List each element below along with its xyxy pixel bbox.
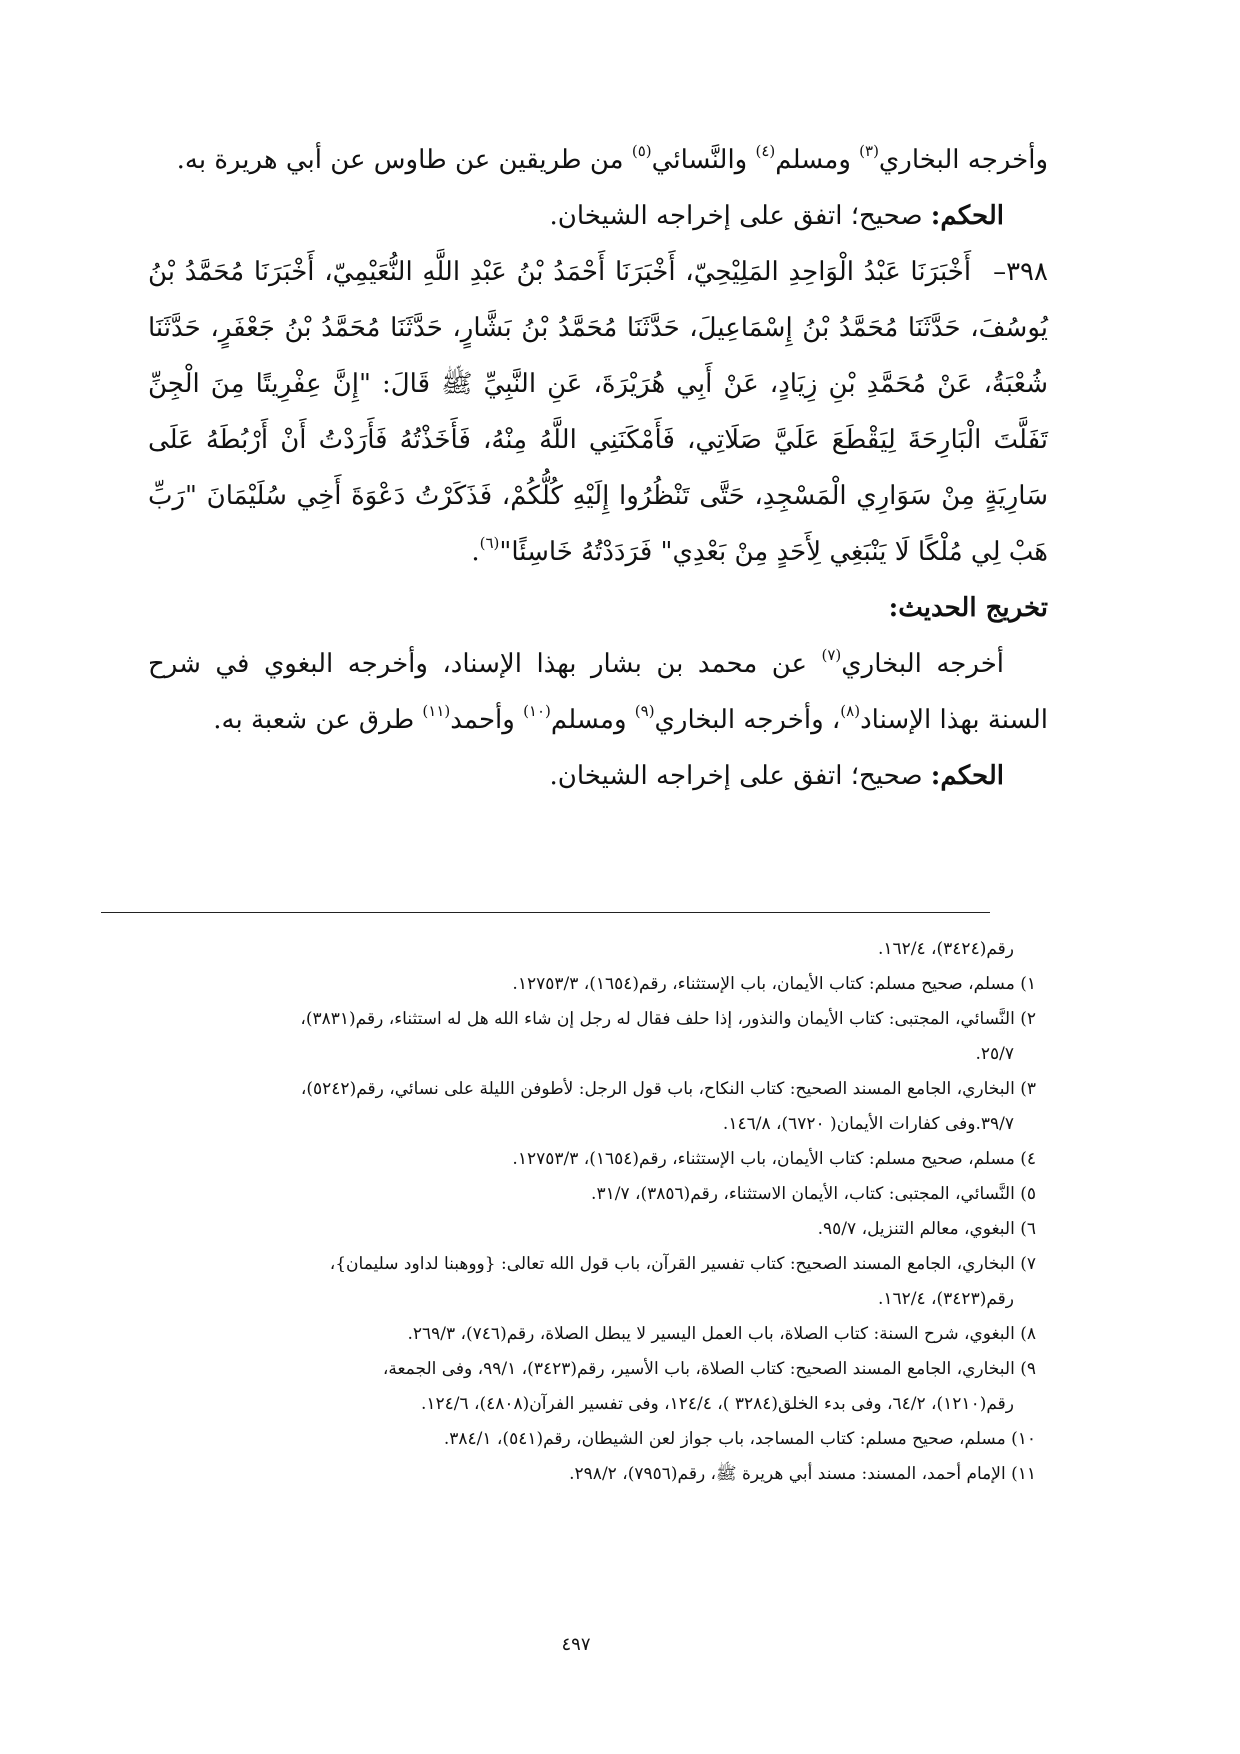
hadith-398: ٣٩٨–أَخْبَرَنَا عَبْدُ الْوَاحِدِ المَلِيْحِيّ، أَخْبَرَنَا أَحْمَدُ بْنُ عَبْدِ اللَّهِ النُّعَيْمِيّ، أَخْبَرَنَا مُحَمَّدُ بْنُ يُوسُفَ، حَدَّثَنَا مُحَمَّدُ بْنُ إِسْمَاعِيلَ، حَدَّثَنَا مُحَمَّدُ بْنُ بَشَّارٍ، حَدَّثَنَا مُحَمَّدُ بْنُ جَعْفَرٍ، حَدَّثَنَا شُعْبَةُ، عَنْ مُحَمَّدِ بْنِ زِيَادٍ، عَنْ أَبِي هُرَيْرَةَ، عَنِ النَّبِيِّ ﷺ قَالَ: "إِنَّ عِفْرِيتًا مِنَ الْجِنِّ تَفَلَّتَ الْبَارِحَةَ لِيَقْطَعَ عَلَيَّ صَلَاتِي، فَأَمْكَنَنِي اللَّهُ مِنْهُ، فَأَخَذْتُهُ فَأَرَدْتُ أَنْ أَرْبُطَهُ عَلَى سَارِيَةٍ مِنْ سَوَارِي الْمَسْجِدِ، حَتَّى تَنْظُرُوا إِلَيْهِ كُلُّكُمْ، فَذَكَرْتُ دَعْوَةَ أَخِي سُلَيْمَانَ "رَبِّ هَبْ لِي مُلْكًا لَا يَنْبَغِي لِأَحَدٍ مِنْ بَعْدِي" فَرَدَدْتُهُ خَاسِئًا"$^{(٦)}$. xyxy=(148,244,1048,580)
footnote-7: ٧) البخاري، الجامع المسند الصحيح: كتاب تفسير القرآن، باب قول الله تعالى: {ووهبنا لداود سليمان}، xyxy=(329,1254,1036,1274)
footnote-ref-11[interactable]: (١١) xyxy=(422,702,451,720)
main-text xyxy=(148,132,1048,804)
ruling-text: صحيح؛ اتفق على إخراجه الشيخان. xyxy=(549,761,931,791)
footnote-3: ٣) البخاري، الجامع المسند الصحيح: كتاب النكاح، باب قول الرجل: لأطوفن الليلة على نسائي، رقم(٥٢٤٢)، xyxy=(300,1079,1036,1099)
ruling-2 xyxy=(148,748,1048,804)
footnotes xyxy=(148,932,1036,1492)
footnote-5: ٥) النَّسائي، المجتبى: كتاب، الأيمان الاستثناء، رقم(٣٨٥٦)، ٣١/٧. xyxy=(591,1184,1036,1204)
footnote-11: ١١) الإمام أحمد، المسند: مسند أبي هريرة ﷺ، رقم(٧٩٥٦)، ٢٩٨/٢. xyxy=(569,1464,1036,1484)
footnote-6: ٦) البغوي، معالم التنزيل، ٩٥/٧. xyxy=(817,1219,1036,1239)
footnote-ref-6[interactable]: (٦) xyxy=(479,534,500,552)
footnote-7-continuation: رقم(٣٤٢٣)، ١٦٢/٤. xyxy=(877,1289,1014,1309)
page-number: ٤٩٧ xyxy=(561,1634,591,1655)
paragraph-takhrij: أخرجه البخاري$^{(٧)}$ عن محمد بن بشار بهذا الإسناد، وأخرجه البغوي في شرح السنة بهذا الإسناد$^{(٨)}$، وأخرجه البخاري$^{(٩)}$ ومسلم$^{(١٠)}$ وأحمد$^{(١١)}$ طرق عن شعبة به. xyxy=(148,646,1048,735)
footnote-continuation: رقم(٣٤٢٤)، ١٦٢/٤. xyxy=(877,939,1014,959)
footnote-ref-4[interactable]: (٤) xyxy=(755,142,776,160)
footnote-ref-5[interactable]: (٥) xyxy=(631,142,652,160)
footnote-ref-10[interactable]: (١٠) xyxy=(523,702,551,720)
ruling-text: صحيح؛ اتفق على إخراجه الشيخان. xyxy=(549,201,931,231)
footnote-2-continuation: ٢٥/٧. xyxy=(975,1044,1014,1064)
hadith-text: أَخْبَرَنَا عَبْدُ الْوَاحِدِ المَلِيْحِيّ، أَخْبَرَنَا أَحْمَدُ بْنُ عَبْدِ اللَّهِ النُّعَيْمِيّ، أَخْبَرَنَا مُحَمَّدُ بْنُ يُوسُفَ، حَدَّثَنَا مُحَمَّدُ بْنُ إِسْمَاعِيلَ، حَدَّثَنَا مُحَمَّدُ بْنُ بَشَّارٍ، حَدَّثَنَا مُحَمَّدُ بْنُ جَعْفَرٍ، حَدَّثَنَا شُعْبَةُ، عَنْ مُحَمَّدِ بْنِ زِيَادٍ، عَنْ أَبِي هُرَيْرَةَ، عَنِ النَّبِيِّ ﷺ قَالَ: "إِنَّ عِفْرِيتًا مِنَ الْجِنِّ تَفَلَّتَ الْبَارِحَةَ لِيَقْطَعَ عَلَيَّ صَلَاتِي، فَأَمْكَنَنِي اللَّهُ مِنْهُ، فَأَخَذْتُهُ فَأَرَدْتُ أَنْ أَرْبُطَهُ عَلَى سَارِيَةٍ مِنْ سَوَارِي الْمَسْجِدِ، حَتَّى تَنْظُرُوا إِلَيْهِ كُلُّكُمْ، فَذَكَرْتُ دَعْوَةَ أَخِي سُلَيْمَانَ "رَبِّ هَبْ لِي مُلْكًا لَا يَنْبَغِي لِأَحَدٍ مِنْ بَعْدِي" فَرَدَدْتُهُ خَاسِئًا" xyxy=(148,257,1048,567)
footnote-3-continuation: ٣٩/٧.وفى كفارات الأيمان( ٦٧٢٠)، ١٤٦/٨. xyxy=(722,1114,1014,1134)
footnote-2: ٢) النَّسائي، المجتبى: كتاب الأيمان والنذور، إذا حلف فقال له رجل إن شاء الله هل له استثناء، رقم(٣٨٣١)، xyxy=(300,1009,1036,1029)
hadith-number: ٣٩٨– xyxy=(993,257,1048,287)
footnote-divider xyxy=(101,912,990,913)
footnote-9-continuation: رقم(١٢١٠)، ٦٤/٢، وفى بدء الخلق(٣٢٨٤ )، ١٢٤/٤، وفى تفسير الفرآن(٤٨٠٨)، ١٢٤/٦. xyxy=(420,1394,1014,1414)
takhrij-heading: تخريج الحديث: xyxy=(888,593,1048,623)
footnote-ref-7[interactable]: (٧) xyxy=(821,646,842,664)
footnote-10: ١٠) مسلم، صحيح مسلم: كتاب المساجد، باب جواز لعن الشيطان، رقم(٥٤١)، ٣٨٤/١. xyxy=(443,1429,1036,1449)
footnote-9: ٩) البخاري، الجامع المسند الصحيح: كتاب الصلاة، باب الأسير، رقم(٣٤٢٣)، ٩٩/١، وفى الجمعة، xyxy=(382,1359,1036,1379)
ruling-label: الحكم: xyxy=(930,201,1004,231)
paragraph-takhrij-previous: وأخرجه البخاري$^{(٣)}$ ومسلم$^{(٤)}$ والنَّسائي$^{(٥)}$ من طريقين عن طاوس عن أبي هريرة به. xyxy=(176,142,1048,175)
ruling-1 xyxy=(148,188,1048,244)
ruling-label: الحكم: xyxy=(930,761,1004,791)
footnote-ref-3[interactable]: (٣) xyxy=(859,142,879,160)
footnote-ref-8[interactable]: (٨) xyxy=(840,702,861,720)
footnote-1: ١) مسلم، صحيح مسلم: كتاب الأيمان، باب الإستثناء، رقم(١٦٥٤)، ١٢٧٥٣/٣. xyxy=(512,974,1036,994)
footnote-4: ٤) مسلم، صحيح مسلم: كتاب الأيمان، باب الإستثناء، رقم(١٦٥٤)، ١٢٧٥٣/٣. xyxy=(512,1149,1036,1169)
footnote-ref-9[interactable]: (٩) xyxy=(634,702,655,720)
footnote-8: ٨) البغوي، شرح السنة: كتاب الصلاة، باب العمل اليسير لا يبطل الصلاة، رقم(٧٤٦)، ٢٦٩/٣. xyxy=(407,1324,1036,1344)
